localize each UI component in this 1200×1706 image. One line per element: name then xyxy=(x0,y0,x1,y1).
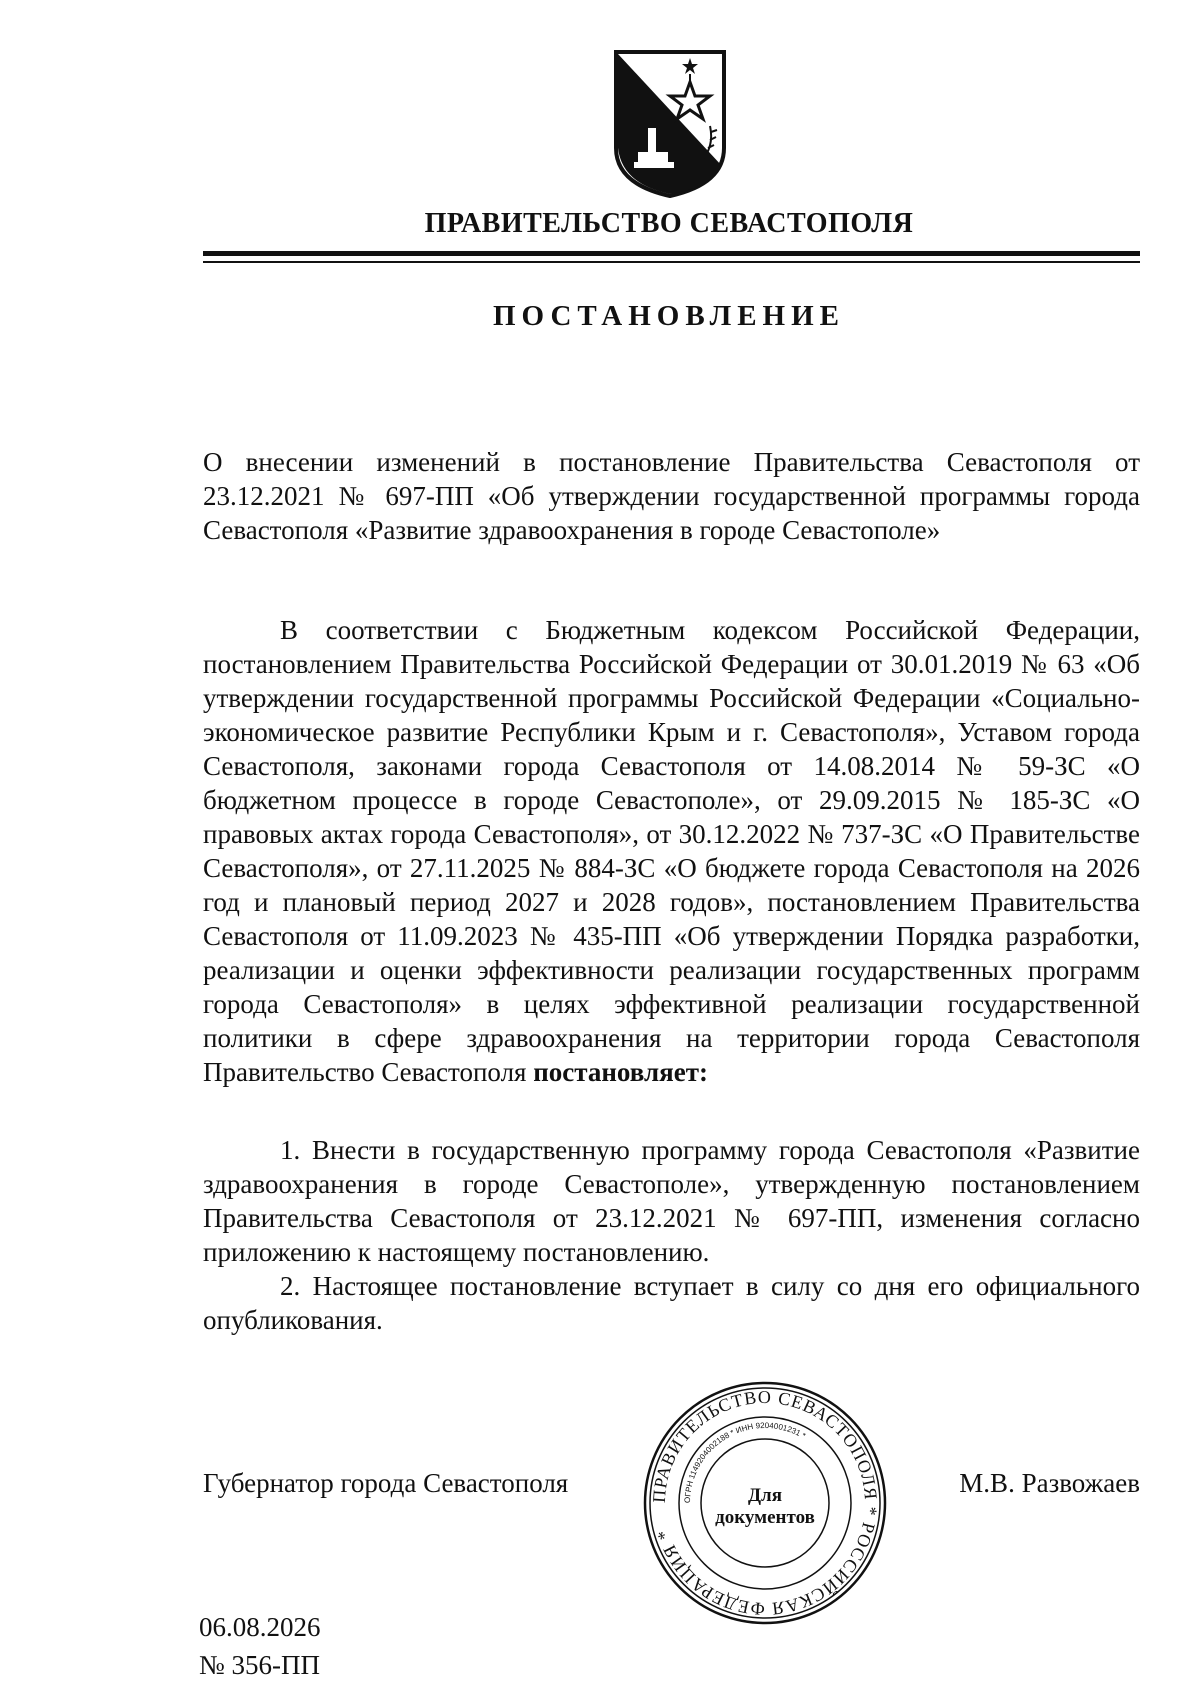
signatory-position: Губернатор города Севастополя xyxy=(203,1468,569,1498)
preamble-paragraph xyxy=(203,613,1140,1089)
document-title: О внесении изменений в постановление Правительства Севастополя от 23.12.2021 № 697-ПП «Об утверждении государственной программы города Севастополя «Развитие здравоохранения в городе Севастополе» xyxy=(203,447,1140,545)
document-type: ПОСТАНОВЛЕНИЕ xyxy=(492,300,845,332)
preamble-text: В соответствии с Бюджетным кодексом Российской Федерации, постановлением Правительства Российской Федерации от 30.01.2019 № 63 «Об утверждении государственной программы Российской Федерации «Социально-экономическое развитие Республики Крым и г. Севастополя», Уставом города Севастополя, законами города Севастополя от 14.08.2014 № 59-ЗС «О бюджетном процессе в городе Севастополе», от 29.09.2015 № 185-ЗС «О правовых актах города Севастополя», от 30.12.2022 № 737-ЗС «О Правительстве Севастополя», от 27.11.2025 № 884-ЗС «О бюджете города Севастополя на 2026 год и плановый период 2027 и 2028 годов», постановлением Правительства Севастополя от 11.09.2023 № 435-ПП «Об утверждении Порядка разработки, реализации и оценки эффективности реализации государственных программ города Севастополя» в целях эффективной реализации государственной политики в сфере здравоохранения на территории города Севастополя Правительство Севастополя xyxy=(203,615,1140,1087)
stamp-outer-text: ПРАВИТЕЛЬСТВО СЕВАСТОПОЛЯ * РОССИЙСКАЯ ФЕДЕРАЦИЯ * xyxy=(648,1386,882,1620)
stamp-center-line-2: документов xyxy=(715,1507,815,1528)
document-number: № 356-ПП xyxy=(199,1650,320,1680)
sevastopol-coat-of-arms-icon xyxy=(610,48,730,198)
official-seal-stamp xyxy=(640,1378,890,1628)
header-divider-thick xyxy=(203,251,1140,256)
decree-item-2: 2. Настоящее постановление вступает в силу со дня его официального опубликования. xyxy=(203,1271,1140,1335)
header-divider-thin xyxy=(203,261,1140,263)
decree-item-1: 1. Внести в государственную программу города Севастополя «Развитие здравоохранения в городе Севастополе», утвержденную постановлением Правительства Севастополя от 23.12.2021 № 697-ПП, изменения согласно приложению к настоящему постановлению. xyxy=(203,1135,1140,1267)
organization-name: ПРАВИТЕЛЬСТВО СЕВАСТОПОЛЯ xyxy=(424,208,914,239)
stamp-inner-text: ОГРН 1149204002188 * ИНН 9204001231 * xyxy=(682,1420,808,1504)
stamp-center-line-1: Для xyxy=(747,1485,783,1506)
document-date: 06.08.2026 xyxy=(199,1612,321,1642)
signatory-name: М.В. Развожаев xyxy=(959,1468,1140,1498)
preamble-emphasis: постановляет: xyxy=(533,1057,708,1087)
